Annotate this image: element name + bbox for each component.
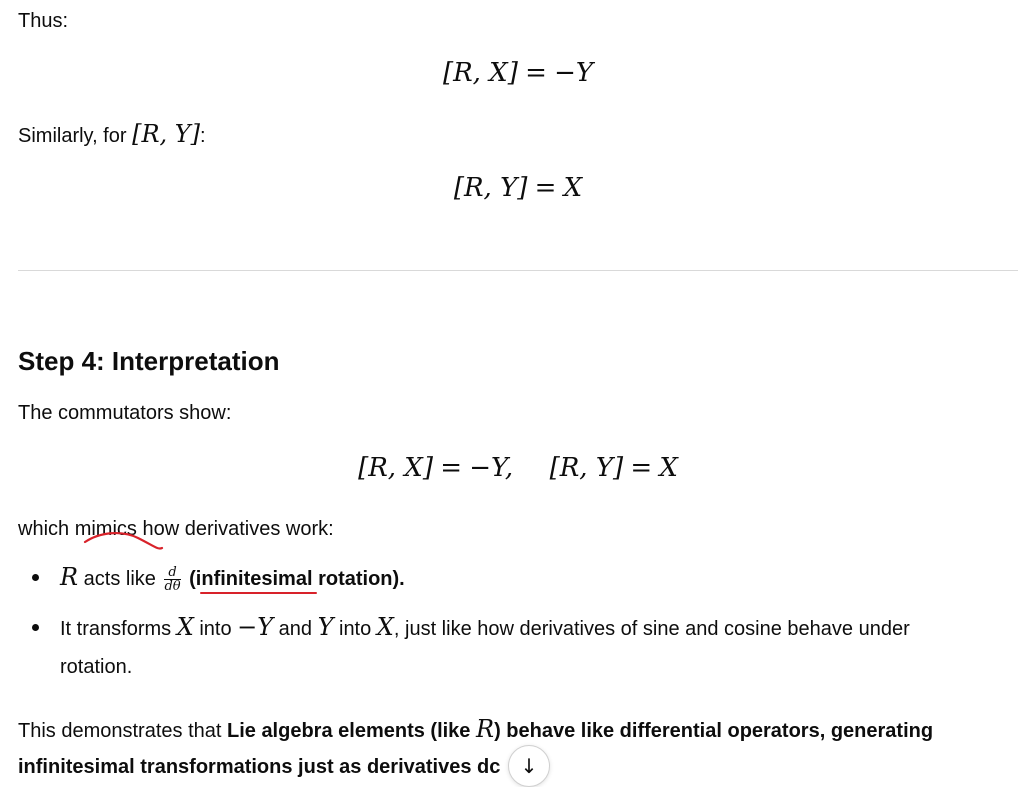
equation-r-y-equals: = <box>534 173 557 203</box>
bullet2-t5: , just like how derivatives of sine and cosine behave under <box>393 618 910 640</box>
commutator-b-equals: = <box>630 453 653 483</box>
similarly-text <box>18 121 206 149</box>
commutator-b-lhs: [R, Y] <box>549 453 624 483</box>
similarly-math: [R, Y] <box>132 120 200 148</box>
bullet1-bold-open: (in <box>183 568 214 590</box>
bullet2-m1: X <box>176 613 194 641</box>
bullet-transforms <box>18 608 1018 686</box>
bullet2-m3: Y <box>317 613 334 641</box>
bullet1-bold-underlined <box>214 568 313 590</box>
commutator-equations <box>18 450 1018 485</box>
bullet2-t2: into <box>193 618 238 640</box>
similarly-colon: : <box>200 125 206 147</box>
conclusion-bold1: Lie algebra elements (like <box>226 720 476 742</box>
equation-r-x-lhs: [R, X] <box>442 58 518 88</box>
conclusion-math: R <box>475 715 495 743</box>
mimics-post: how derivatives work: <box>136 518 334 540</box>
bullet2-t1: It transforms <box>60 618 177 640</box>
equation-r-x-equals: = <box>525 58 547 88</box>
conclusion-line-1 <box>18 716 933 744</box>
commutator-a-lhs: [R, X] <box>358 453 433 483</box>
derivative-fraction <box>164 566 180 593</box>
fraction-denominator: dθ <box>164 579 181 595</box>
bullet-dot <box>32 624 39 631</box>
derivative-bullet-list <box>18 558 1018 686</box>
equation-r-x <box>18 55 1018 90</box>
conclusion-line-2 <box>18 754 500 780</box>
step4-heading: Step 4: Interpretation <box>18 346 280 376</box>
mimics-pre: which <box>18 518 75 540</box>
mimics-line <box>18 516 334 542</box>
equation-r-y <box>18 170 1018 205</box>
commutators-intro: The commutators show: <box>18 402 232 424</box>
bullet2-t4: into <box>333 618 377 640</box>
equation-r-x-rhs: −Y <box>554 58 594 88</box>
conclusion-bold3: infinitesimal transformations just as derivatives dc <box>18 756 501 778</box>
bullet-dot <box>32 574 39 581</box>
fraction-numerator: d <box>164 566 180 580</box>
bullet1-text: acts like <box>78 568 162 590</box>
conclusion-bold2: ) behave like differential operators, generating <box>494 720 934 742</box>
bullet1-math: R <box>60 563 79 591</box>
chat-message-content <box>18 0 1018 779</box>
bullet2-m4: X <box>376 613 394 641</box>
bullet2-t6: rotation. <box>60 656 133 678</box>
bullet1-bold-close: rotation). <box>312 568 405 590</box>
arrow-down-icon: ↓ <box>520 754 538 778</box>
bullet1-underlined-word: finitesimal <box>213 568 313 590</box>
commutator-b-rhs: X <box>659 453 678 483</box>
commutator-a-equals: = <box>440 453 462 483</box>
equation-r-y-lhs: [R, Y] <box>453 173 528 203</box>
scroll-to-bottom-button[interactable] <box>508 745 550 787</box>
bullet2-m2: −Y <box>237 613 274 641</box>
equation-r-y-rhs: X <box>563 173 583 203</box>
red-annotation-curve <box>82 528 166 552</box>
thus-text: Thus: <box>18 10 69 32</box>
bullet2-t3: and <box>273 618 318 640</box>
mimics-word: mimics <box>74 518 137 540</box>
conclusion-pre: This demonstrates that <box>18 720 227 742</box>
similarly-label: Similarly, for <box>18 125 133 147</box>
red-underline <box>200 592 317 594</box>
section-divider <box>18 270 1018 271</box>
commutator-a-rhs: −Y, <box>469 453 514 483</box>
bullet-acts-like <box>18 558 1018 598</box>
